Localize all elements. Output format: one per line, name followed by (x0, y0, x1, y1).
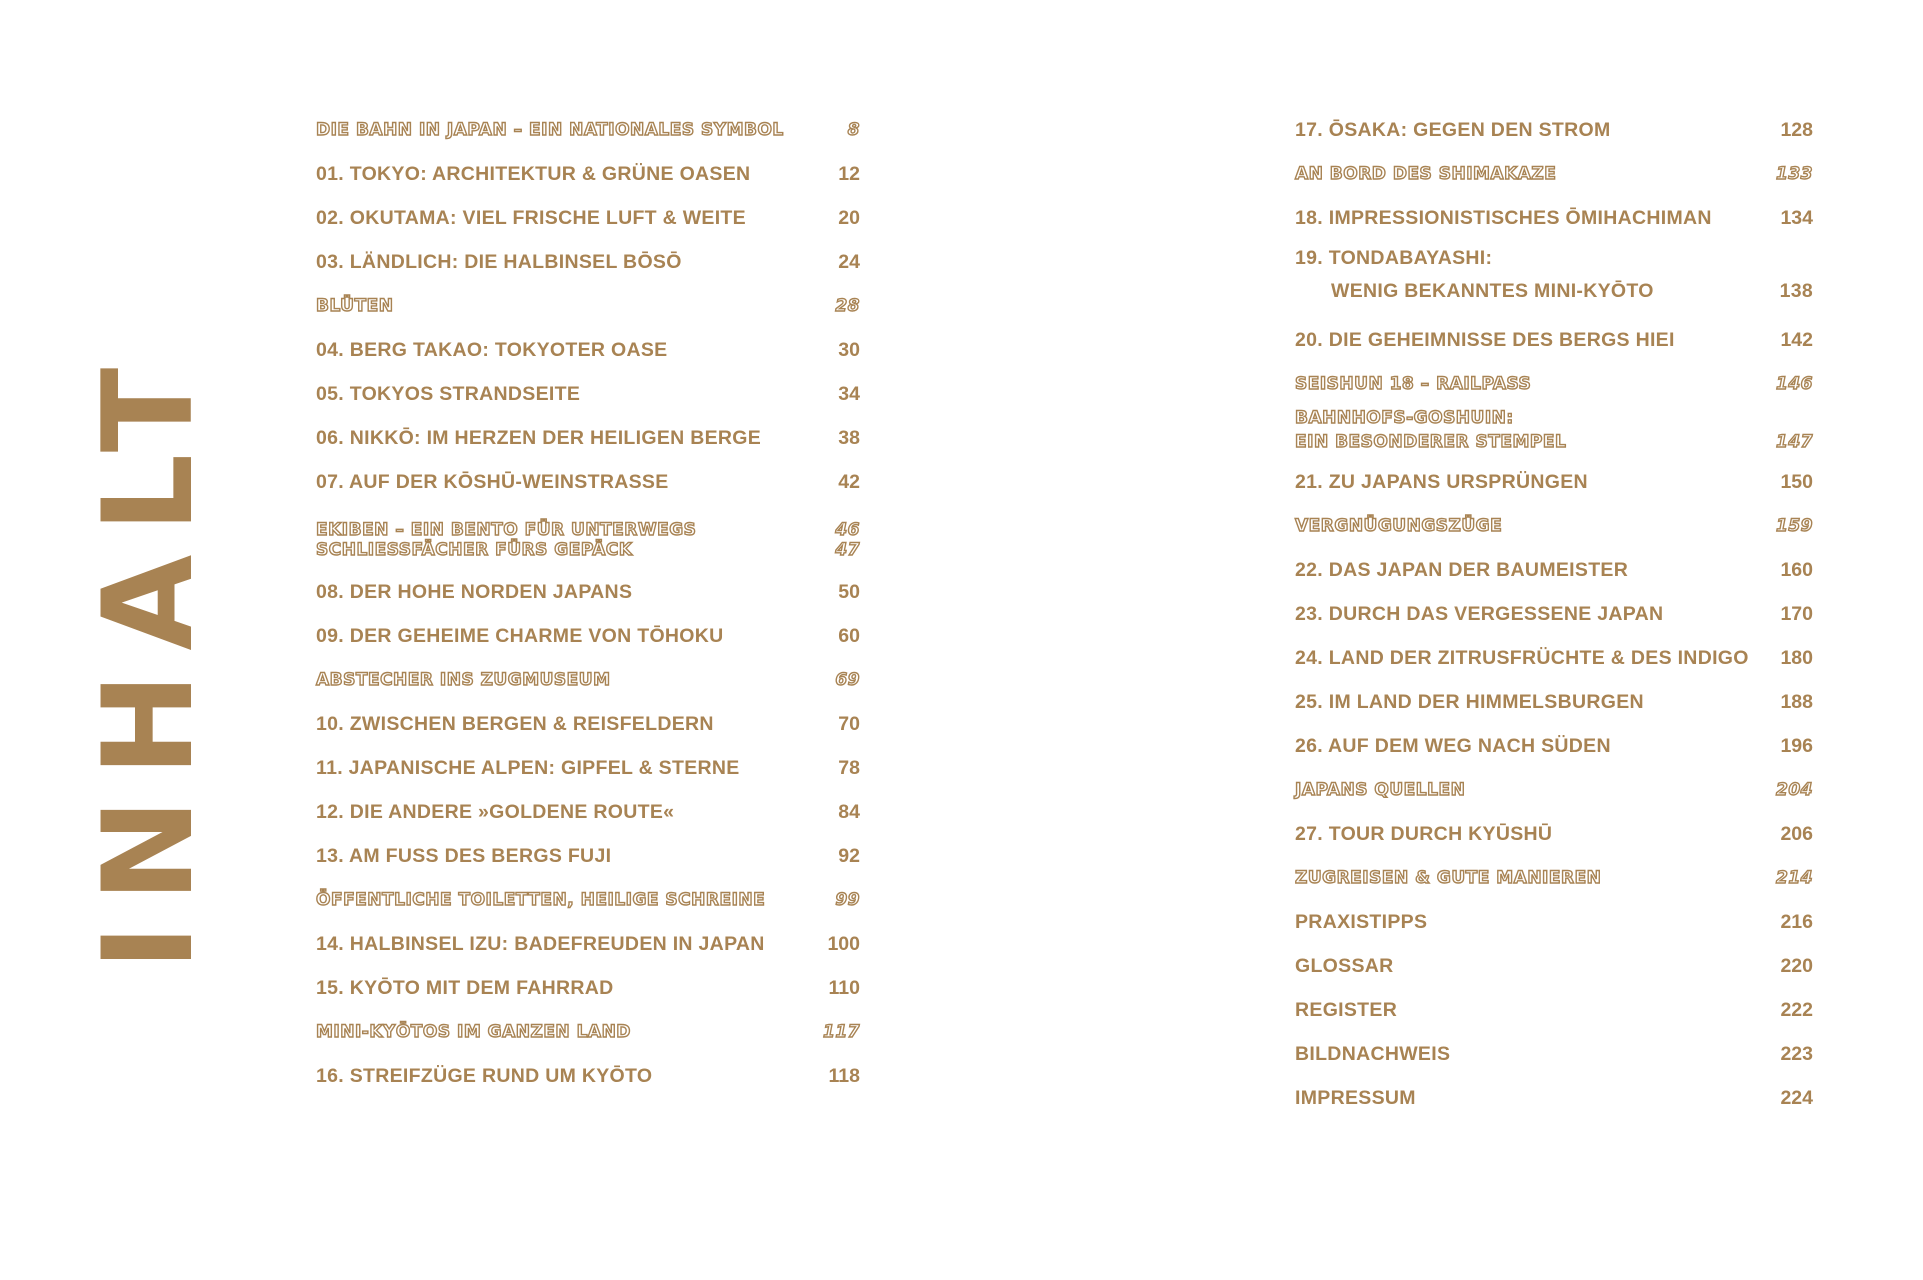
toc-entry[interactable] (1295, 460, 1813, 504)
toc-entry[interactable] (1295, 636, 1813, 680)
toc-entry-label: 24. LAND DER ZITRUSFRÜCHTE & DES INDIGO (1295, 646, 1749, 669)
toc-entry-page: 160 (1780, 558, 1813, 581)
toc-entry-label: AN BORD DES SHIMAKAZE (1295, 164, 1557, 184)
toc-entry-page: 34 (838, 382, 860, 405)
toc-entry-page: 204 (1776, 780, 1813, 800)
toc-entry-label: 18. IMPRESSIONISTISCHES ŌMIHACHIMAN (1295, 206, 1712, 229)
toc-entry-page: 70 (838, 712, 860, 735)
toc-entry-page: 147 (1776, 432, 1813, 452)
toc-entry-label: 14. HALBINSEL IZU: BADEFREUDEN IN JAPAN (316, 932, 765, 955)
toc-entry-label: GLOSSAR (1295, 954, 1394, 977)
toc-entry-page: 188 (1780, 690, 1813, 713)
toc-entry[interactable] (316, 504, 860, 540)
toc-entry-page: 38 (838, 426, 860, 449)
toc-entry[interactable] (1295, 988, 1813, 1032)
toc-entry-page: 170 (1780, 602, 1813, 625)
toc-entry[interactable] (316, 460, 860, 504)
toc-entry-label: 26. AUF DEM WEG NACH SÜDEN (1295, 734, 1611, 757)
toc-entry-label: BILDNACHWEIS (1295, 1042, 1451, 1065)
toc-entry-label: ÖFFENTLICHE TOILETTEN, HEILIGE SCHREINE (316, 890, 766, 910)
toc-entry-label: JAPANS QUELLEN (1295, 780, 1466, 800)
toc-entry-page: 24 (838, 250, 860, 273)
toc-entry-page: 110 (828, 976, 860, 999)
toc-entry-label: 15. KYŌTO MIT DEM FAHRRAD (316, 976, 614, 999)
toc-entry-label: BLÜTEN (316, 296, 394, 316)
toc-entry[interactable] (1295, 196, 1813, 240)
toc-entry-page: 20 (838, 206, 860, 229)
toc-entry[interactable] (316, 614, 860, 658)
toc-entry[interactable] (316, 966, 860, 1010)
toc-entry-label: 02. OKUTAMA: VIEL FRISCHE LUFT & WEITE (316, 206, 746, 229)
toc-entry-label: ABSTECHER INS ZUGMUSEUM (316, 670, 611, 690)
toc-entry-page: 206 (1780, 822, 1813, 845)
toc-entry-label: BAHNHOFS-GOSHUIN: (1295, 408, 1514, 428)
toc-entry[interactable] (1295, 724, 1813, 768)
toc-entry-page: 214 (1776, 868, 1813, 888)
toc-entry-label: 08. DER HOHE NORDEN JAPANS (316, 580, 633, 603)
toc-entry[interactable] (316, 152, 860, 196)
toc-entry[interactable] (1295, 1076, 1813, 1120)
toc-right-column (1295, 108, 1813, 1120)
toc-entry[interactable] (1295, 152, 1813, 196)
toc-entry-page: 133 (1776, 164, 1813, 184)
toc-entry-label: 21. ZU JAPANS URSPRÜNGEN (1295, 470, 1588, 493)
toc-entry-page: 134 (1780, 206, 1813, 229)
toc-entry[interactable] (1295, 944, 1813, 988)
toc-entry-label: 22. DAS JAPAN DER BAUMEISTER (1295, 558, 1629, 581)
toc-entry-label: 13. AM FUSS DES BERGS FUJI (316, 844, 612, 867)
toc-entry-page: 224 (1780, 1086, 1813, 1109)
toc-entry-label: MINI-KYŌTOS IM GANZEN LAND (316, 1022, 631, 1042)
toc-entry-page: 150 (1780, 470, 1813, 493)
toc-entry-page: 216 (1780, 910, 1813, 933)
toc-entry-label: 19. TONDABAYASHI: (1295, 246, 1493, 269)
toc-entry-page: 220 (1780, 954, 1813, 977)
toc-entry-label: 10. ZWISCHEN BERGEN & REISFELDERN (316, 712, 714, 735)
toc-entry-label: EKIBEN – EIN BENTO FÜR UNTERWEGS (316, 520, 697, 540)
toc-entry-label: IMPRESSUM (1295, 1086, 1416, 1109)
toc-entry[interactable] (316, 540, 860, 570)
toc-entry-page: 60 (838, 624, 860, 647)
toc-entry-label-continued: WENIG BEKANNTES MINI-KYŌTO (1331, 279, 1654, 302)
toc-entry[interactable] (1295, 1032, 1813, 1076)
toc-entry-label: VERGNÜGUNGSZÜGE (1295, 516, 1503, 536)
toc-entry[interactable] (1295, 768, 1813, 812)
toc-entry-page: 159 (1776, 516, 1813, 536)
toc-entry[interactable] (1295, 680, 1813, 724)
toc-entry-page: 50 (838, 580, 860, 603)
toc-entry-label: 25. IM LAND DER HIMMELSBURGEN (1295, 690, 1644, 713)
toc-entry[interactable] (1295, 108, 1813, 152)
toc-entry-label: PRAXISTIPPS (1295, 910, 1428, 933)
toc-entry-label: 04. BERG TAKAO: TOKYOTER OASE (316, 338, 668, 361)
toc-entry-page: 42 (838, 470, 860, 493)
page-title: INHALT (77, 345, 221, 971)
toc-entry-label: 23. DURCH DAS VERGESSENE JAPAN (1295, 602, 1664, 625)
toc-entry-label: 12. DIE ANDERE »GOLDENE ROUTE« (316, 800, 675, 823)
toc-entry[interactable] (1295, 856, 1813, 900)
toc-left-column (316, 108, 860, 1098)
toc-entry[interactable] (316, 878, 860, 922)
toc-entry-page: 46 (835, 520, 860, 540)
toc-entry[interactable] (316, 702, 860, 746)
toc-entry-page: 99 (835, 890, 860, 910)
toc-entry-page: 118 (828, 1064, 860, 1087)
toc-entry[interactable] (316, 416, 860, 460)
toc-entry-label: 01. TOKYO: ARCHITEKTUR & GRÜNE OASEN (316, 162, 751, 185)
toc-entry[interactable] (316, 922, 860, 966)
toc-entry-page: 146 (1776, 374, 1813, 394)
toc-entry[interactable] (316, 1010, 860, 1054)
toc-entry[interactable] (316, 790, 860, 834)
toc-entry-page: 180 (1780, 646, 1813, 669)
toc-entry-page: 28 (835, 296, 860, 316)
toc-entry-label: 03. LÄNDLICH: DIE HALBINSEL BŌSŌ (316, 250, 682, 273)
toc-entry[interactable] (316, 834, 860, 878)
toc-entry-page: 128 (1780, 118, 1813, 141)
toc-entry-label: 09. DER GEHEIME CHARME VON TŌHOKU (316, 624, 724, 647)
toc-entry-label: 05. TOKYOS STRANDSEITE (316, 382, 581, 405)
toc-entry-label: DIE BAHN IN JAPAN – EIN NATIONALES SYMBOL (316, 120, 784, 140)
toc-entry[interactable] (1295, 318, 1813, 362)
toc-entry-label: SEISHUN 18 – RAILPASS (1295, 374, 1532, 394)
toc-entry-page: 223 (1780, 1042, 1813, 1065)
toc-entry-page: 30 (838, 338, 860, 361)
toc-entry-label: REGISTER (1295, 998, 1398, 1021)
toc-entry-label-continued: EIN BESONDERER STEMPEL (1295, 432, 1567, 452)
toc-entry[interactable] (316, 1054, 860, 1098)
toc-entry-label: 11. JAPANISCHE ALPEN: GIPFEL & STERNE (316, 756, 740, 779)
toc-entry-label: 07. AUF DER KŌSHŪ-WEINSTRASSE (316, 470, 669, 493)
toc-entry-page: 92 (838, 844, 860, 867)
toc-entry[interactable] (1295, 812, 1813, 856)
toc-entry-page: 100 (827, 932, 860, 955)
toc-entry-label: ZUGREISEN & GUTE MANIEREN (1295, 868, 1602, 888)
toc-entry[interactable] (316, 658, 860, 702)
toc-entry-page: 78 (838, 756, 860, 779)
toc-entry[interactable] (316, 284, 860, 328)
toc-entry-label: 20. DIE GEHEIMNISSE DES BERGS HIEI (1295, 328, 1675, 351)
toc-entry-page: 196 (1780, 734, 1813, 757)
toc-entry-page: 47 (835, 540, 860, 560)
toc-entry[interactable] (1295, 504, 1813, 548)
toc-entry[interactable] (1295, 362, 1813, 406)
toc-entry[interactable] (1295, 406, 1813, 460)
toc-entry-page: 69 (835, 670, 860, 690)
toc-entry-page: 142 (1780, 328, 1813, 351)
toc-entry[interactable] (1295, 592, 1813, 636)
toc-entry[interactable] (316, 328, 860, 372)
toc-entry[interactable] (1295, 548, 1813, 592)
toc-entry[interactable] (316, 108, 860, 152)
toc-entry[interactable] (316, 372, 860, 416)
toc-entry-page: 138 (1779, 279, 1813, 302)
toc-entry-page: 117 (823, 1022, 860, 1042)
toc-entry-page: 84 (838, 800, 860, 823)
toc-entry[interactable] (1295, 900, 1813, 944)
toc-entry-label: 16. STREIFZÜGE RUND UM KYŌTO (316, 1064, 653, 1087)
toc-entry-label: SCHLIESSFÄCHER FÜRS GEPÄCK (316, 540, 633, 560)
toc-entry[interactable] (316, 196, 860, 240)
toc-entry-page: 12 (838, 162, 860, 185)
toc-entry-page: 8 (847, 120, 860, 140)
toc-entry-page: 222 (1780, 998, 1813, 1021)
toc-entry[interactable] (1295, 240, 1813, 318)
toc-entry-label: 06. NIKKŌ: IM HERZEN DER HEILIGEN BERGE (316, 426, 762, 449)
toc-entry[interactable] (316, 570, 860, 614)
toc-entry-label: 27. TOUR DURCH KYŪSHŪ (1295, 822, 1553, 845)
toc-entry[interactable] (316, 746, 860, 790)
toc-entry[interactable] (316, 240, 860, 284)
toc-entry-label: 17. ŌSAKA: GEGEN DEN STROM (1295, 118, 1611, 141)
